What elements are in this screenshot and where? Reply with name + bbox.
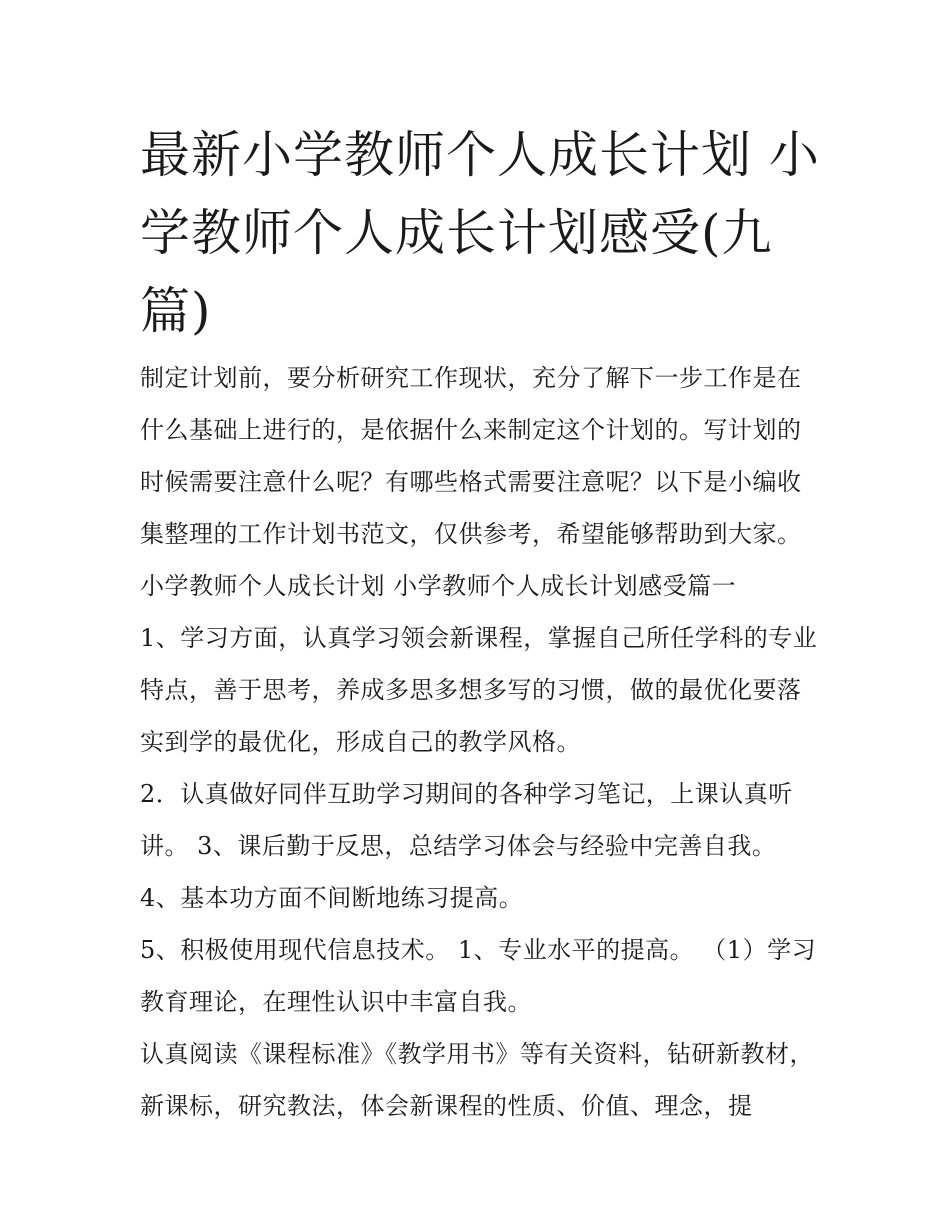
list-item-2: 2．认真做好同伴互助学习期间的各种学习笔记，上课认真听讲。 3、课后勤于反思，总结学习体会与经验中完善自我。 — [140, 780, 793, 860]
list-item-4: 4、基本功方面不间断地练习提高。 — [140, 884, 524, 912]
section-heading: 小学教师个人成长计划 小学教师个人成长计划感受篇一 — [140, 572, 737, 600]
list-item-1: 1、学习方面，认真学习领会新课程，掌握自己所任学科的专业特点，善于思考，养成多思多想多写的习惯，做的最优化要落实到学的最优化，形成自己的教学风格。 — [140, 624, 818, 756]
list-item-5: 5、积极使用现代信息技术。 1、专业水平的提高。 （1）学习教育理论，在理性认识中丰富自我。 — [140, 936, 817, 1016]
reading-paragraph: 认真阅读《课程标准》《教学用书》等有关资料，钻研新教材，新课标，研究教法，体会新课程的性质、价值、理念，提 — [140, 1040, 814, 1120]
intro-paragraph: 制定计划前，要分析研究工作现状，充分了解下一步工作是在什么基础上进行的，是依据什么来制定这个计划的。写计划的时候需要注意什么呢？有哪些格式需要注意呢？以下是小编收集整理的工作计划书范文，仅供参考，希望能够帮助到大家。 — [140, 364, 802, 548]
document-title: 最新小学教师个人成长计划 小学教师个人成长计划感受(九篇) — [140, 126, 820, 340]
document-body — [140, 352, 820, 1132]
